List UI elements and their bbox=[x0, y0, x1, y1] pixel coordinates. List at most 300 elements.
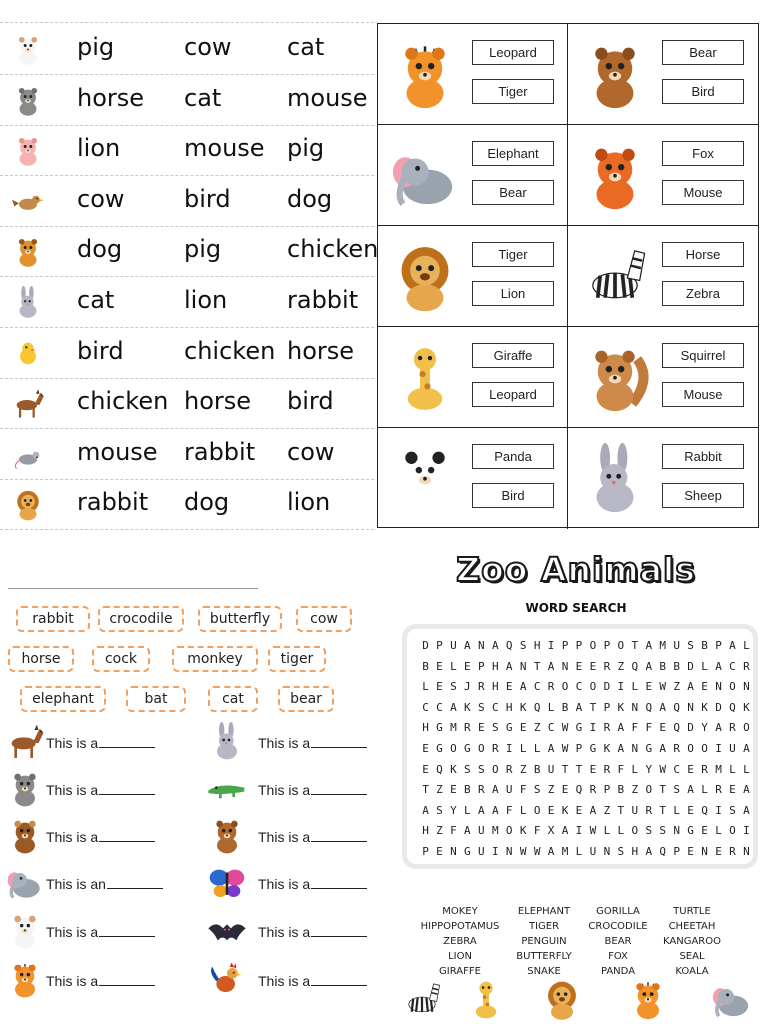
grid-letter[interactable]: A bbox=[450, 700, 457, 714]
grid-letter[interactable]: D bbox=[603, 680, 611, 694]
word-choice[interactable]: dog bbox=[77, 235, 123, 264]
grid-letter[interactable]: P bbox=[603, 639, 611, 652]
grid-letter[interactable]: L bbox=[701, 783, 708, 797]
grid-letter[interactable]: I bbox=[575, 824, 583, 838]
word-bank-item[interactable]: monkey bbox=[172, 646, 258, 672]
grid-letter[interactable]: S bbox=[478, 762, 485, 776]
grid-letter[interactable]: L bbox=[631, 762, 639, 776]
grid-letter[interactable]: P bbox=[422, 845, 429, 858]
grid-letter[interactable]: E bbox=[519, 721, 527, 735]
grid-letter[interactable]: H bbox=[422, 721, 429, 735]
label-option[interactable]: Tiger bbox=[472, 242, 554, 267]
grid-letter[interactable]: C bbox=[729, 659, 736, 673]
grid-letter[interactable]: A bbox=[743, 803, 750, 817]
word-choice[interactable]: lion bbox=[184, 286, 228, 314]
grid-letter[interactable]: W bbox=[659, 762, 667, 776]
grid-letter[interactable]: P bbox=[436, 639, 443, 652]
grid-letter[interactable]: F bbox=[519, 783, 527, 797]
grid-letter[interactable]: N bbox=[631, 742, 639, 755]
grid-letter[interactable]: A bbox=[505, 659, 513, 673]
grid-letter[interactable]: L bbox=[450, 659, 457, 673]
grid-letter[interactable]: E bbox=[589, 762, 597, 776]
grid-letter[interactable]: G bbox=[436, 721, 443, 735]
grid-letter[interactable]: R bbox=[743, 659, 750, 673]
grid-letter[interactable]: O bbox=[701, 742, 708, 755]
answer-blank[interactable] bbox=[311, 923, 367, 937]
grid-letter[interactable]: B bbox=[464, 783, 471, 797]
grid-letter[interactable]: B bbox=[673, 659, 680, 673]
grid-letter[interactable]: M bbox=[659, 639, 667, 652]
grid-letter[interactable]: A bbox=[687, 783, 694, 797]
grid-letter[interactable]: A bbox=[547, 845, 555, 858]
word-choice[interactable]: chicken bbox=[184, 336, 276, 365]
grid-letter[interactable]: A bbox=[659, 700, 667, 714]
grid-letter[interactable]: L bbox=[715, 824, 722, 838]
word-choice[interactable]: mouse bbox=[77, 437, 158, 466]
grid-letter[interactable]: A bbox=[645, 659, 653, 673]
grid-letter[interactable]: O bbox=[743, 721, 750, 735]
grid-letter[interactable]: Q bbox=[673, 700, 680, 714]
grid-letter[interactable]: F bbox=[631, 721, 639, 735]
grid-letter[interactable]: C bbox=[491, 700, 499, 714]
grid-letter[interactable]: R bbox=[464, 721, 471, 735]
grid-letter[interactable]: U bbox=[589, 845, 597, 858]
grid-letter[interactable]: S bbox=[519, 639, 527, 652]
grid-letter[interactable]: G bbox=[505, 721, 513, 735]
grid-letter[interactable]: O bbox=[631, 824, 639, 838]
grid-letter[interactable]: U bbox=[673, 639, 680, 652]
word-bank-item[interactable]: crocodile bbox=[98, 606, 184, 632]
grid-letter[interactable]: S bbox=[464, 762, 471, 776]
grid-letter[interactable]: A bbox=[575, 700, 583, 714]
grid-letter[interactable]: I bbox=[491, 845, 499, 858]
grid-letter[interactable]: W bbox=[561, 742, 569, 755]
grid-letter[interactable]: D bbox=[422, 639, 429, 652]
grid-letter[interactable]: S bbox=[673, 783, 680, 797]
grid-letter[interactable]: I bbox=[505, 742, 513, 755]
grid-letter[interactable]: A bbox=[645, 639, 653, 652]
grid-letter[interactable]: A bbox=[715, 659, 722, 673]
grid-letter[interactable]: R bbox=[478, 680, 485, 694]
grid-letter[interactable]: K bbox=[617, 700, 625, 714]
grid-letter[interactable]: C bbox=[673, 762, 680, 776]
label-option[interactable]: Leopard bbox=[472, 40, 554, 65]
grid-letter[interactable]: Y bbox=[701, 721, 708, 735]
grid-letter[interactable]: R bbox=[603, 659, 611, 673]
grid-letter[interactable]: S bbox=[491, 721, 499, 735]
grid-letter[interactable]: C bbox=[422, 700, 429, 714]
grid-letter[interactable]: K bbox=[519, 700, 527, 714]
grid-letter[interactable]: A bbox=[589, 803, 597, 817]
word-choice[interactable]: cat bbox=[77, 286, 115, 314]
grid-letter[interactable]: O bbox=[729, 680, 736, 694]
grid-letter[interactable]: E bbox=[561, 783, 569, 797]
grid-letter[interactable]: H bbox=[491, 680, 499, 694]
grid-letter[interactable]: O bbox=[533, 803, 541, 817]
grid-letter[interactable]: O bbox=[687, 742, 694, 755]
grid-letter[interactable]: K bbox=[450, 762, 457, 776]
grid-letter[interactable]: Q bbox=[533, 700, 541, 714]
grid-letter[interactable]: W bbox=[589, 824, 597, 838]
word-choice[interactable]: lion bbox=[77, 134, 121, 163]
grid-letter[interactable]: H bbox=[491, 659, 499, 673]
grid-letter[interactable]: S bbox=[617, 845, 625, 858]
grid-letter[interactable]: Z bbox=[519, 762, 527, 776]
grid-letter[interactable]: E bbox=[687, 762, 694, 776]
word-bank-item[interactable]: tiger bbox=[268, 646, 326, 672]
grid-letter[interactable]: W bbox=[533, 845, 541, 858]
grid-letter[interactable]: U bbox=[478, 845, 485, 858]
grid-letter[interactable]: B bbox=[561, 700, 569, 714]
grid-letter[interactable]: E bbox=[701, 824, 708, 838]
grid-letter[interactable]: O bbox=[589, 639, 597, 652]
grid-letter[interactable]: A bbox=[715, 721, 722, 735]
grid-letter[interactable]: W bbox=[561, 721, 569, 735]
grid-letter[interactable]: G bbox=[575, 721, 583, 735]
grid-letter[interactable]: S bbox=[478, 700, 485, 714]
grid-letter[interactable]: N bbox=[715, 680, 722, 694]
word-choice[interactable]: pig bbox=[77, 33, 115, 61]
grid-letter[interactable]: R bbox=[673, 742, 680, 755]
grid-letter[interactable]: U bbox=[729, 742, 736, 755]
grid-letter[interactable]: L bbox=[729, 762, 736, 776]
grid-letter[interactable]: Q bbox=[575, 783, 583, 797]
grid-letter[interactable]: O bbox=[505, 824, 513, 838]
label-option[interactable]: Bear bbox=[662, 40, 744, 65]
grid-letter[interactable]: O bbox=[491, 762, 499, 776]
grid-letter[interactable]: A bbox=[743, 783, 750, 797]
word-bank-item[interactable]: horse bbox=[8, 646, 74, 672]
grid-letter[interactable]: N bbox=[561, 659, 569, 673]
grid-letter[interactable]: L bbox=[743, 639, 750, 652]
grid-letter[interactable]: L bbox=[547, 700, 555, 714]
grid-letter[interactable]: Z bbox=[436, 824, 443, 838]
grid-letter[interactable]: A bbox=[491, 639, 499, 652]
grid-letter[interactable]: I bbox=[715, 803, 722, 817]
grid-letter[interactable]: M bbox=[715, 762, 722, 776]
answer-blank[interactable] bbox=[311, 828, 367, 842]
word-bank-item[interactable]: elephant bbox=[20, 686, 106, 712]
grid-letter[interactable]: T bbox=[533, 659, 541, 673]
grid-letter[interactable]: S bbox=[436, 803, 443, 817]
label-option[interactable]: Fox bbox=[662, 141, 744, 166]
grid-letter[interactable]: N bbox=[631, 700, 639, 714]
grid-letter[interactable]: P bbox=[478, 659, 485, 673]
grid-letter[interactable]: E bbox=[687, 803, 694, 817]
grid-letter[interactable]: E bbox=[422, 762, 429, 776]
word-choice[interactable]: horse bbox=[184, 387, 252, 416]
grid-letter[interactable]: Q bbox=[659, 845, 667, 858]
grid-letter[interactable]: Z bbox=[617, 659, 625, 673]
grid-letter[interactable]: N bbox=[743, 845, 750, 858]
grid-letter[interactable]: I bbox=[589, 721, 597, 735]
answer-blank[interactable] bbox=[107, 875, 163, 889]
grid-letter[interactable]: A bbox=[478, 803, 485, 817]
word-bank-item[interactable]: cock bbox=[92, 646, 150, 672]
grid-letter[interactable]: A bbox=[547, 659, 555, 673]
word-bank-item[interactable]: butterfly bbox=[198, 606, 282, 632]
grid-letter[interactable]: Q bbox=[729, 700, 736, 714]
grid-letter[interactable]: K bbox=[519, 824, 527, 838]
grid-letter[interactable]: L bbox=[519, 803, 527, 817]
label-option[interactable]: Squirrel bbox=[662, 343, 744, 368]
grid-letter[interactable]: A bbox=[491, 783, 499, 797]
grid-letter[interactable]: T bbox=[422, 783, 429, 797]
grid-letter[interactable]: W bbox=[519, 845, 527, 858]
grid-letter[interactable]: L bbox=[603, 824, 611, 838]
word-choice[interactable]: pig bbox=[287, 134, 325, 163]
grid-letter[interactable]: E bbox=[422, 742, 429, 755]
grid-letter[interactable]: T bbox=[659, 803, 667, 817]
answer-blank[interactable] bbox=[311, 781, 367, 795]
grid-letter[interactable]: R bbox=[589, 783, 597, 797]
answer-blank[interactable] bbox=[311, 734, 367, 748]
label-option[interactable]: Tiger bbox=[472, 79, 554, 104]
grid-letter[interactable]: S bbox=[533, 783, 541, 797]
grid-letter[interactable]: S bbox=[659, 824, 667, 838]
grid-letter[interactable]: C bbox=[547, 721, 555, 735]
grid-letter[interactable]: L bbox=[519, 742, 527, 755]
grid-letter[interactable]: G bbox=[464, 845, 471, 858]
grid-letter[interactable]: R bbox=[603, 721, 611, 735]
word-choice[interactable]: bird bbox=[77, 336, 124, 365]
grid-letter[interactable]: N bbox=[478, 639, 485, 652]
word-choice[interactable]: pig bbox=[184, 235, 222, 264]
grid-letter[interactable]: O bbox=[478, 742, 485, 755]
grid-letter[interactable]: E bbox=[547, 803, 555, 817]
grid-letter[interactable]: Q bbox=[505, 639, 513, 652]
grid-letter[interactable]: A bbox=[617, 721, 625, 735]
grid-letter[interactable]: S bbox=[687, 639, 694, 652]
word-choice[interactable]: horse bbox=[77, 83, 145, 112]
grid-letter[interactable]: I bbox=[743, 824, 750, 838]
grid-letter[interactable]: B bbox=[617, 783, 625, 797]
grid-letter[interactable]: Z bbox=[547, 783, 555, 797]
grid-letter[interactable]: Q bbox=[645, 700, 653, 714]
grid-letter[interactable]: D bbox=[687, 659, 694, 673]
grid-letter[interactable]: U bbox=[478, 824, 485, 838]
grid-letter[interactable]: O bbox=[729, 824, 736, 838]
grid-letter[interactable]: X bbox=[547, 824, 555, 838]
grid-letter[interactable]: A bbox=[645, 845, 653, 858]
word-choice[interactable]: mouse bbox=[184, 134, 265, 163]
grid-letter[interactable]: U bbox=[505, 783, 513, 797]
grid-letter[interactable]: R bbox=[729, 721, 736, 735]
grid-letter[interactable]: O bbox=[561, 680, 569, 694]
grid-letter[interactable]: Z bbox=[603, 803, 611, 817]
grid-letter[interactable]: E bbox=[589, 659, 597, 673]
label-option[interactable]: Mouse bbox=[662, 180, 744, 205]
grid-letter[interactable]: G bbox=[687, 824, 694, 838]
grid-letter[interactable]: N bbox=[519, 659, 527, 673]
label-option[interactable]: Rabbit bbox=[662, 444, 744, 469]
label-option[interactable]: Sheep bbox=[662, 483, 744, 508]
grid-letter[interactable]: A bbox=[659, 742, 667, 755]
grid-letter[interactable]: K bbox=[561, 803, 569, 817]
grid-letter[interactable]: N bbox=[603, 845, 611, 858]
grid-letter[interactable]: A bbox=[464, 824, 471, 838]
grid-letter[interactable]: P bbox=[603, 783, 611, 797]
word-bank-item[interactable]: cow bbox=[296, 606, 352, 632]
grid-letter[interactable]: Z bbox=[673, 680, 680, 694]
grid-letter[interactable]: K bbox=[701, 700, 708, 714]
grid-letter[interactable]: R bbox=[603, 762, 611, 776]
word-choice[interactable]: mouse bbox=[287, 83, 368, 112]
grid-letter[interactable]: G bbox=[589, 742, 597, 755]
grid-letter[interactable]: Y bbox=[645, 762, 653, 776]
label-option[interactable]: Bird bbox=[662, 79, 744, 104]
word-choice[interactable]: dog bbox=[184, 488, 230, 517]
word-bank-item[interactable]: bear bbox=[278, 686, 334, 712]
grid-letter[interactable]: T bbox=[617, 803, 625, 817]
grid-letter[interactable]: P bbox=[561, 639, 569, 652]
grid-letter[interactable]: L bbox=[617, 824, 625, 838]
grid-letter[interactable]: T bbox=[659, 783, 667, 797]
grid-letter[interactable]: C bbox=[575, 680, 583, 694]
answer-blank[interactable] bbox=[99, 828, 155, 842]
grid-letter[interactable]: S bbox=[645, 824, 653, 838]
grid-letter[interactable]: L bbox=[422, 680, 429, 694]
grid-letter[interactable]: L bbox=[631, 680, 639, 694]
grid-letter[interactable]: E bbox=[729, 783, 736, 797]
word-choice[interactable]: horse bbox=[287, 336, 355, 365]
grid-letter[interactable]: L bbox=[575, 845, 583, 858]
word-bank-item[interactable]: bat bbox=[126, 686, 186, 712]
grid-letter[interactable]: D bbox=[687, 721, 694, 735]
grid-letter[interactable]: Y bbox=[450, 803, 457, 817]
grid-letter[interactable]: R bbox=[645, 803, 653, 817]
grid-letter[interactable]: H bbox=[422, 824, 429, 838]
answer-blank[interactable] bbox=[99, 972, 155, 986]
grid-letter[interactable]: F bbox=[450, 824, 457, 838]
grid-letter[interactable]: N bbox=[687, 700, 694, 714]
grid-letter[interactable]: F bbox=[645, 721, 653, 735]
grid-letter[interactable]: U bbox=[450, 639, 457, 652]
grid-letter[interactable]: O bbox=[617, 639, 625, 652]
label-option[interactable]: Elephant bbox=[472, 141, 554, 166]
label-option[interactable]: Bird bbox=[472, 483, 554, 508]
grid-letter[interactable]: H bbox=[505, 700, 513, 714]
grid-letter[interactable]: E bbox=[659, 721, 667, 735]
word-choice[interactable]: rabbit bbox=[184, 437, 256, 466]
grid-letter[interactable]: E bbox=[645, 680, 653, 694]
grid-letter[interactable]: K bbox=[464, 700, 471, 714]
grid-letter[interactable]: F bbox=[617, 762, 625, 776]
grid-letter[interactable]: Z bbox=[631, 783, 639, 797]
word-choice[interactable]: cow bbox=[287, 437, 335, 466]
grid-letter[interactable]: R bbox=[478, 783, 485, 797]
grid-letter[interactable]: Q bbox=[436, 762, 443, 776]
word-choice[interactable]: cow bbox=[77, 184, 125, 213]
grid-letter[interactable]: N bbox=[505, 845, 513, 858]
grid-letter[interactable]: Q bbox=[631, 659, 639, 673]
grid-letter[interactable]: P bbox=[603, 700, 611, 714]
grid-letter[interactable]: G bbox=[464, 742, 471, 755]
grid-letter[interactable]: U bbox=[547, 762, 555, 776]
grid-letter[interactable]: E bbox=[575, 803, 583, 817]
grid-letter[interactable]: E bbox=[701, 680, 708, 694]
grid-letter[interactable]: S bbox=[729, 803, 736, 817]
label-option[interactable]: Bear bbox=[472, 180, 554, 205]
grid-letter[interactable]: C bbox=[436, 700, 443, 714]
grid-letter[interactable]: H bbox=[533, 639, 541, 652]
word-choice[interactable]: cow bbox=[184, 33, 232, 61]
word-choice[interactable]: rabbit bbox=[77, 488, 149, 517]
grid-letter[interactable]: K bbox=[603, 742, 611, 755]
grid-letter[interactable]: E bbox=[715, 845, 722, 858]
grid-letter[interactable]: N bbox=[450, 845, 457, 858]
grid-letter[interactable]: P bbox=[673, 845, 680, 858]
grid-letter[interactable]: R bbox=[715, 783, 722, 797]
grid-letter[interactable]: U bbox=[631, 803, 639, 817]
grid-letter[interactable]: D bbox=[715, 700, 722, 714]
word-choice[interactable]: bird bbox=[287, 387, 334, 416]
word-bank-item[interactable]: rabbit bbox=[16, 606, 90, 632]
grid-letter[interactable]: N bbox=[701, 845, 708, 858]
answer-blank[interactable] bbox=[99, 923, 155, 937]
word-choice[interactable]: chicken bbox=[287, 235, 379, 264]
word-choice[interactable]: rabbit bbox=[287, 286, 359, 314]
grid-letter[interactable]: E bbox=[436, 845, 443, 858]
grid-letter[interactable]: B bbox=[422, 659, 429, 673]
grid-letter[interactable]: L bbox=[743, 762, 750, 776]
grid-letter[interactable]: I bbox=[715, 742, 722, 755]
grid-letter[interactable]: M bbox=[491, 824, 499, 838]
grid-letter[interactable]: P bbox=[715, 639, 722, 652]
grid-letter[interactable]: Q bbox=[673, 721, 680, 735]
label-option[interactable]: Leopard bbox=[472, 382, 554, 407]
grid-letter[interactable]: F bbox=[533, 824, 541, 838]
grid-letter[interactable]: I bbox=[547, 639, 555, 652]
grid-letter[interactable]: B bbox=[659, 659, 667, 673]
grid-letter[interactable]: N bbox=[673, 824, 680, 838]
grid-letter[interactable]: G bbox=[645, 742, 653, 755]
grid-letter[interactable]: F bbox=[505, 803, 513, 817]
grid-letter[interactable]: E bbox=[464, 659, 471, 673]
grid-letter[interactable]: R bbox=[547, 680, 555, 694]
grid-letter[interactable]: A bbox=[561, 824, 569, 838]
grid-letter[interactable]: M bbox=[450, 721, 457, 735]
grid-letter[interactable]: C bbox=[533, 680, 541, 694]
grid-letter[interactable]: A bbox=[464, 639, 471, 652]
grid-letter[interactable]: R bbox=[729, 845, 736, 858]
grid-letter[interactable]: A bbox=[422, 803, 429, 817]
grid-letter[interactable]: N bbox=[743, 680, 750, 694]
grid-letter[interactable]: J bbox=[464, 680, 471, 694]
grid-letter[interactable]: A bbox=[743, 742, 750, 755]
grid-letter[interactable]: T bbox=[575, 762, 583, 776]
label-option[interactable]: Mouse bbox=[662, 382, 744, 407]
grid-letter[interactable]: A bbox=[687, 680, 694, 694]
answer-blank[interactable] bbox=[99, 781, 155, 795]
grid-letter[interactable]: E bbox=[687, 845, 694, 858]
grid-letter[interactable]: R bbox=[491, 742, 499, 755]
grid-letter[interactable]: O bbox=[450, 742, 457, 755]
grid-letter[interactable]: O bbox=[645, 783, 653, 797]
answer-blank[interactable] bbox=[99, 734, 155, 748]
word-choice[interactable]: dog bbox=[287, 184, 333, 213]
grid-letter[interactable]: E bbox=[478, 721, 485, 735]
grid-letter[interactable]: A bbox=[547, 742, 555, 755]
label-option[interactable]: Giraffe bbox=[472, 343, 554, 368]
grid-letter[interactable]: M bbox=[561, 845, 569, 858]
answer-blank[interactable] bbox=[311, 972, 367, 986]
word-choice[interactable]: lion bbox=[287, 488, 331, 517]
grid-letter[interactable]: Z bbox=[436, 783, 443, 797]
grid-letter[interactable]: P bbox=[575, 742, 583, 755]
word-choice[interactable]: chicken bbox=[77, 387, 169, 416]
label-option[interactable]: Lion bbox=[472, 281, 554, 306]
